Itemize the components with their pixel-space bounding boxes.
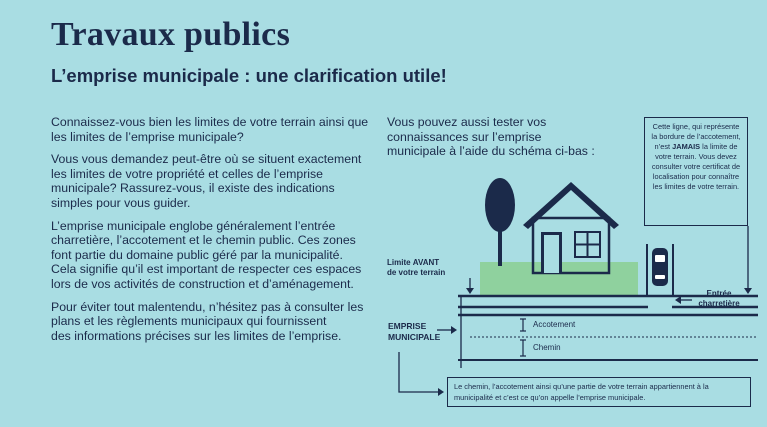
accotement-label: Accotement [533, 320, 576, 329]
house-icon [523, 182, 619, 273]
page-title: Travaux publics [51, 16, 291, 53]
tree-icon [485, 178, 515, 266]
bottom-note-connector [399, 352, 444, 396]
limite-avant-label: Limite AVANT de votre terrain [387, 258, 446, 277]
page-subtitle: L’emprise municipale : une clarification utile! [51, 65, 447, 86]
callout-text-post: la limite de votre terrain. Vous devez consulter votre certificat de localisation pour connaître les limites de votre terrain. [651, 142, 741, 191]
callout-text-pre: Cette ligne, qui représente la bordure de l’accotement, n’est [651, 122, 741, 151]
emprise-municipale-label: EMPRISE MUNICIPALE [388, 321, 441, 342]
accotement-marker [520, 319, 526, 331]
paragraph-1: Connaissez-vous bien les limites de votre terrain ainsi que les limites de l’emprise municipale? [51, 115, 369, 144]
diagram-intro: Vous pouvez aussi tester vos connaissances sur l’emprise municipale à l’aide du schéma ci-bas : [387, 115, 595, 159]
limite-arrow [466, 278, 474, 294]
chemin-marker [520, 340, 526, 356]
entree-charretiere-label: Entrée charretière [698, 289, 740, 308]
bottom-note-box: Le chemin, l’accotement ainsi qu’une partie de votre terrain appartiennent à la municipalité et c’est ce qu’on appelle l’emprise municipale. [447, 377, 751, 407]
chemin-label: Chemin [533, 343, 561, 352]
paragraph-3: L’emprise municipale englobe généralement l’entrée charretière, l’accotement et le chemin public. Ces zones font partie du domaine public géré par la municipalité. Cela signifie qu’il est important de respecter ces espaces lors de vos activités de construction et d’aménagement. [51, 218, 362, 291]
paragraph-4-line-1: Pour éviter tout malentendu, n’hésitez pas à consulter les plans et les règlements municipaux qui fournissent [51, 299, 364, 329]
paragraph-4-line-2: des informations précises sur les limites de l’emprise. [51, 328, 342, 343]
callout-box [644, 117, 748, 226]
paragraph-2: Vous vous demandez peut-être où se situent exactement les limites de votre propriété et celles de l’emprise municipale? Rassurez-vous, il existe des indications simples pour vous guider. [51, 152, 362, 210]
callout-text-bold: JAMAIS [672, 142, 701, 151]
car-icon [652, 248, 668, 286]
callout-connector [744, 226, 752, 294]
